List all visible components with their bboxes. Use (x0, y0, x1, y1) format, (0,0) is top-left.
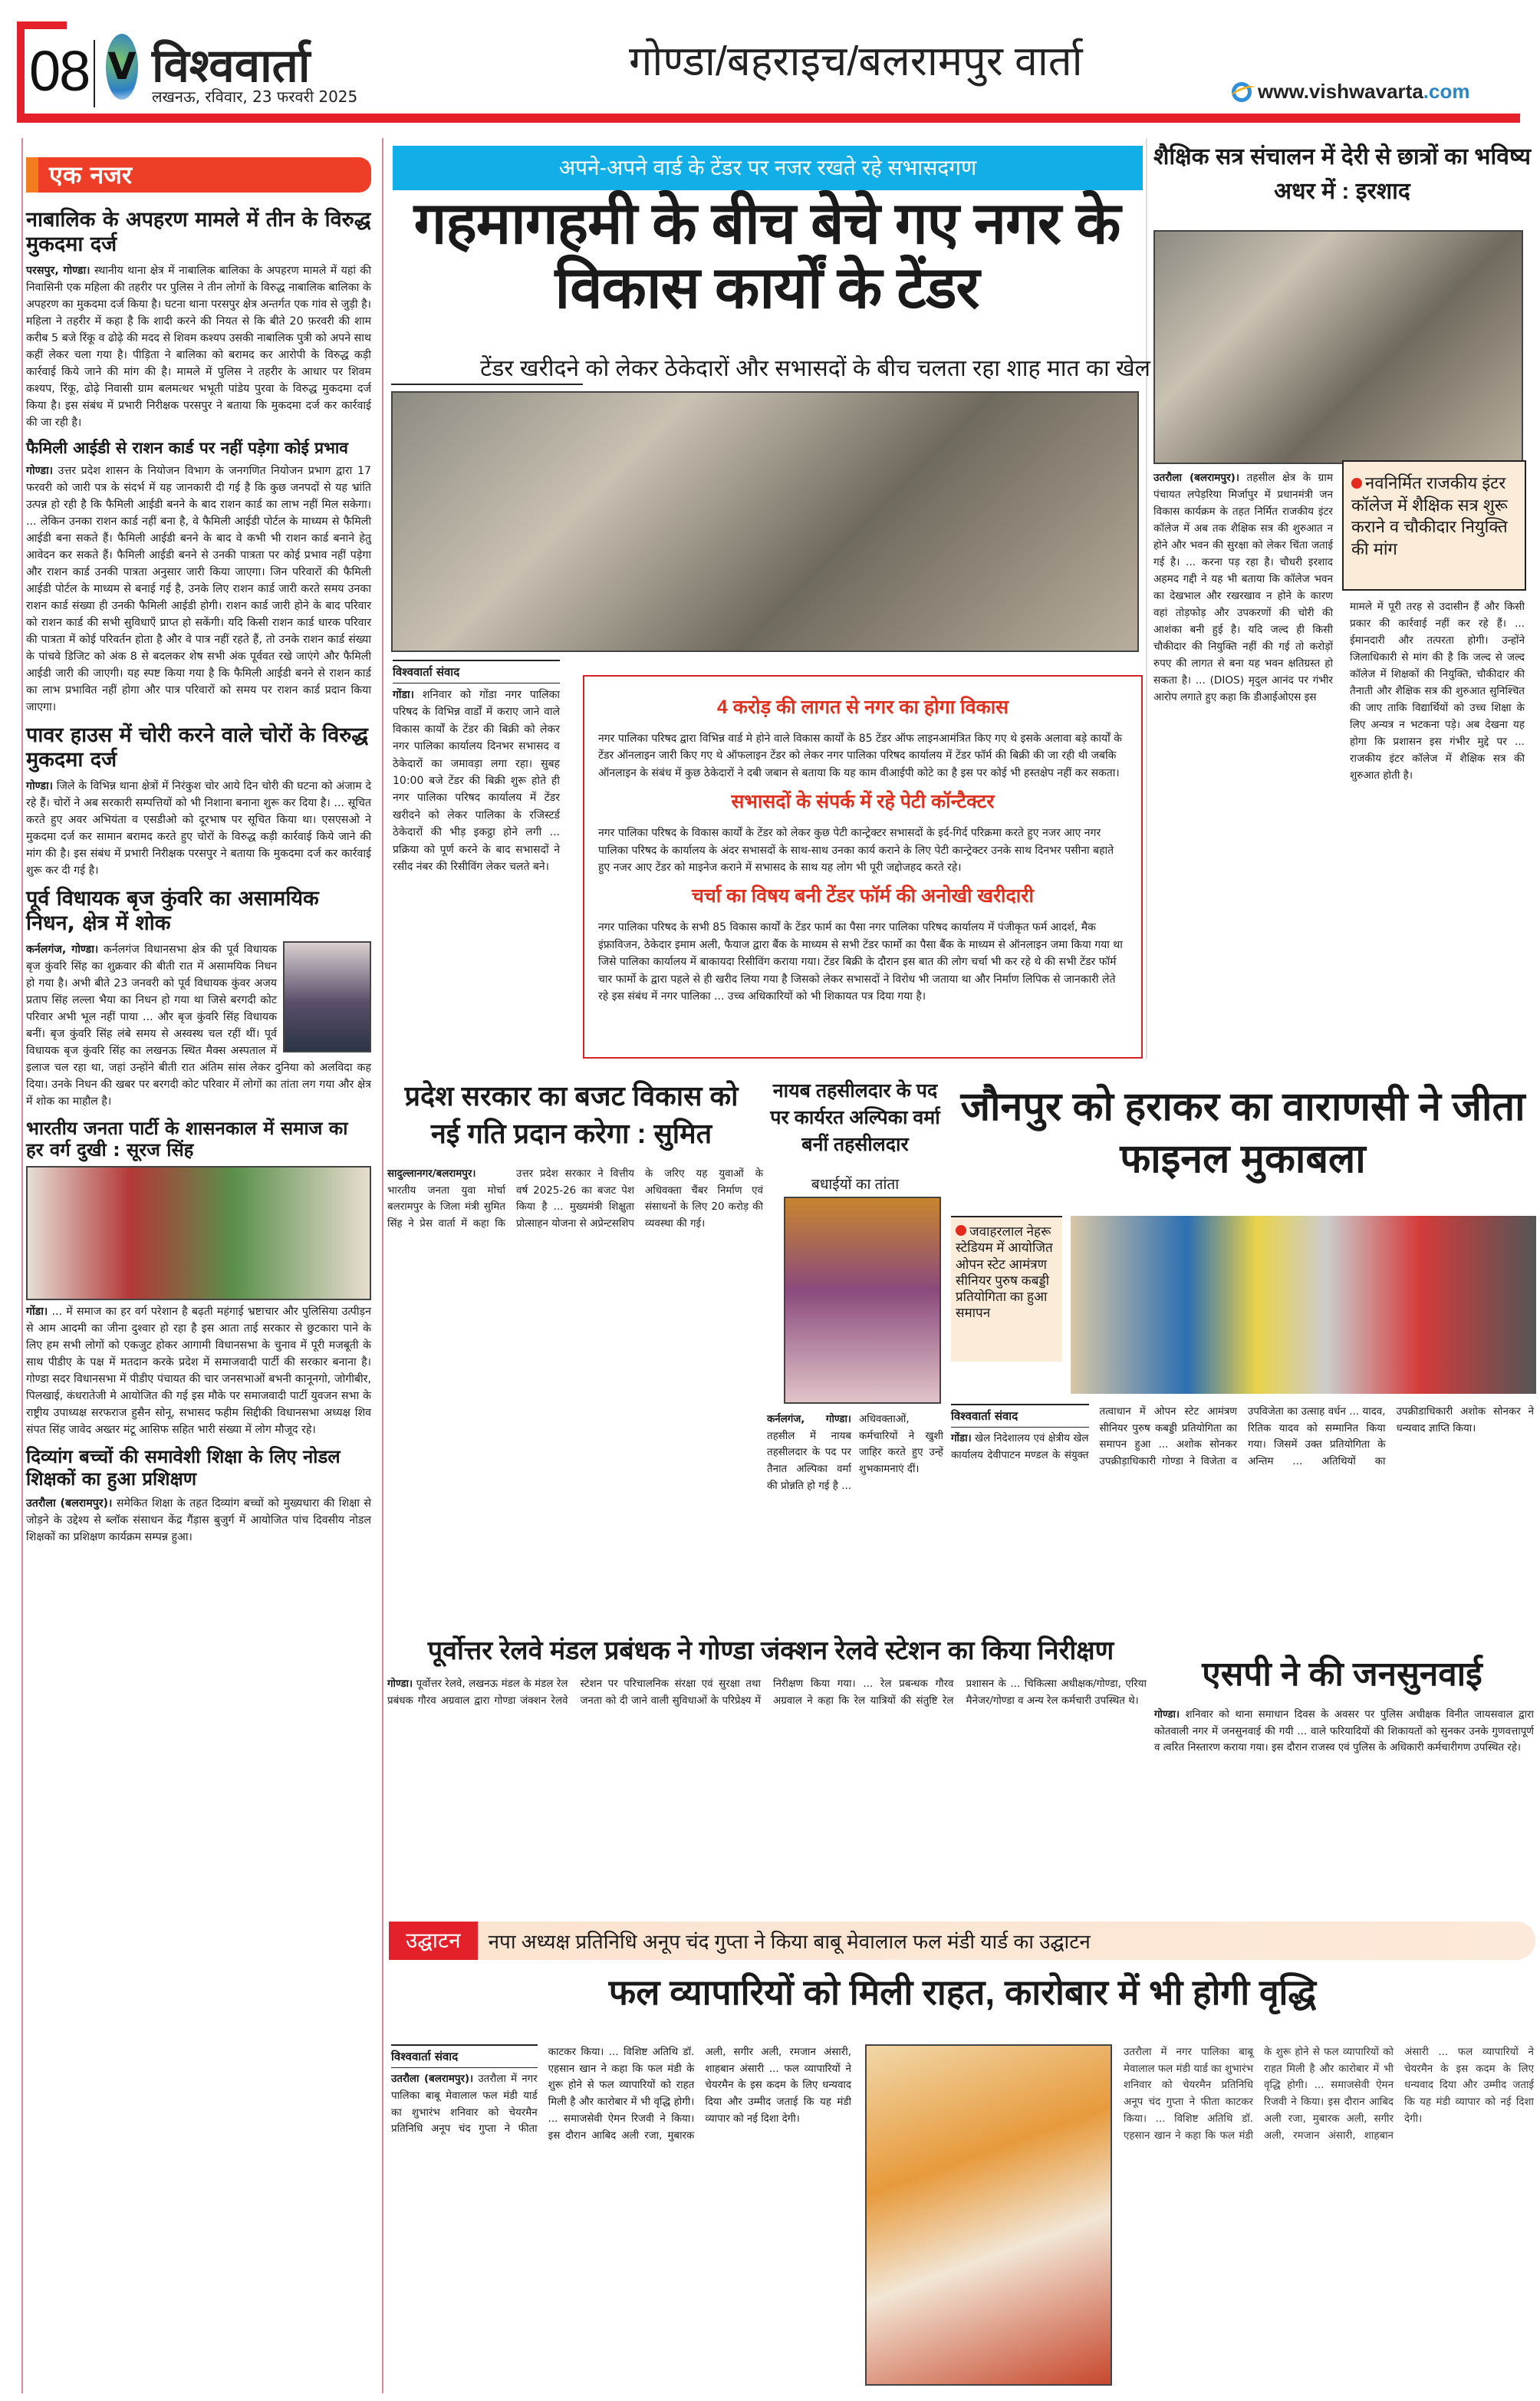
story-body: उत्तर प्रदेश शासन के नियोजन विभाग के जनगणित नियोजन प्रभाग द्वारा 17 फरवरी को जारी पत्र के संदर्भ में यह जानकारी दी गई है कि कुछ जनपदों से यह भ्रांति उत्पन्न हो रही है कि फैमिली आईडी बनने के बाद राशन कार्ड का लाभ नहीं मिल सकेगा। ... लेकिन उनका राशन कार्ड नहीं बना है, वे फैमिली आईडी पोर्टल के माध्यम से फैमिली आईडी बना सकते हैं। फैमिली आईडी बनने के बाद वे कभी भी राशन कार्ड बनाने हेतु आवेदन कर सकते हैं। फैमिली आईडी बनने से उनकी पात्रता पर कोई प्रभाव नहीं पड़ेगा और राशन कार्ड उनकी पात्रता अनुसार जारी किया जाएगा। जिन परिवारों की फैमिली आईडी पोर्टल के माध्यम से बनाई गई है, उनके लिए राशन कार्ड जारी करते समय उनका राशन कार्ड संख्या ही उनकी फैमिली आईडी होगी। राशन कार्ड जारी होने के बाद परिवार को राशन कार्ड की सभी सुविधाएँ प्राप्त हो सकेंगी। यदि किसी राशन कार्ड धारक परिवार की पात्रता में कोई परिवर्तन होता है और वे पात्र नहीं रहते हैं, तो उनके राशन कार्ड संख्या के पांचवे डिजिट को अंक 8 से बदलकर शेष सभी अंक पूर्ववत रखे जाएंगे और फैमिली आईडी जारी की जाएगी। यह स्पष्ट किया गया है कि फैमिली आईडी बनने से राशन कार्ड का लाभ प्रभावित नहीं होगा और पात्र परिवारों को समय पर राशन कार्ड प्रदान किया जाएगा। (26, 464, 371, 713)
college-story-headline: शैक्षिक सत्र संचालन में देरी से छात्रों का भविष्य अधर में : इरशाद (1153, 144, 1532, 204)
story-nodal-teacher-training (26, 1446, 371, 1546)
tender-office-photos (391, 391, 1139, 652)
lead-rule (391, 384, 583, 385)
fruit-market-dateline: उतरौला (बलरामपुर)। (391, 2073, 474, 2086)
story-headline: भारतीय जनता पार्टी के शासनकाल में समाज का हर वर्ग दुखी : सूरज सिंह (26, 1117, 348, 1161)
railway-body-text: पूर्वोत्तर रेलवे, लखनऊ मंडल के मंडल रेल प्रबंधक गौरव अग्रवाल द्वारा गोण्डा जंक्शन रेलवे स्टेशन पर परिचालनिक संरक्षा एवं सुरक्षा तथा जनता को दी जाने वाली सुविधाओं के परिप्रेक्ष्य में निरीक्षण किया गया। ... रेल प्रबन्धक गौरव अग्रवाल ने कहा कि रेल यात्रियों की संतुष्टि रेल प्रशासन के ... चिकित्सा अधीक्षक/गोण्डा, एरिया मैनेजर/गोण्डा व अन्य रेल कर्मचारी उपस्थित थे। (387, 1678, 1147, 1707)
kabaddi-story-body (951, 1404, 1534, 1619)
railway-story-body (387, 1676, 1147, 1906)
tender-sidebar-box (583, 675, 1143, 1059)
story-headline: दिव्यांग बच्चों की समावेशी शिक्षा के लिए नोडल शिक्षकों का हुआ प्रशिक्षण (26, 1446, 341, 1490)
lead-subheadline: टेंडर खरीदने को लेकर ठेकेदारों और सभासदों के बीच चलता रहा शाह मात का खेल (480, 356, 1150, 381)
story-headline: पूर्व विधायक बृज कुंवरि का असामयिक निधन, क्षेत्र में शोक (26, 886, 319, 936)
box-heading-cost: 4 करोड़ की लागत से नगर का होगा विकास (716, 697, 1009, 718)
masthead-divider (94, 40, 95, 107)
story-family-id (26, 439, 371, 716)
kabaddi-highlight-box (951, 1216, 1062, 1362)
story-bjp-rule-criticism (26, 1118, 371, 1439)
sp-hearing-body (1154, 1707, 1534, 1906)
obituary-photo (283, 941, 371, 1052)
story-dateline: गोण्डा। (26, 464, 54, 477)
college-highlight-text: नवनिर्मित राजकीय इंटर कॉलेज में शैक्षिक सत्र शुरू कराने व चौकीदार नियुक्ति की मांग (1351, 473, 1508, 558)
sp-hearing-headline: एसपी ने की जनसुनवाई (1202, 1655, 1482, 1693)
kabaddi-byline: विश्ववार्ता संवाद (951, 1404, 1089, 1428)
story-body: कर्नलगंज विधानसभा क्षेत्र की पूर्व विधायक बृज कुंवरि सिंह का शुक्रवार की बीती रात में असामयिक निधन हो गया है। अभी बीते 23 जनवरी को पूर्व विधायक कुंवर अजय प्रताप सिंह लल्ला भैया का निधन हो गया था जिसे बरगदी कोट परिवार अभी भूल नहीं पाया ... और बृज कुंवरि सिंह विधायक बनीं। बृज कुंवरि सिंह लंबे समय से अस्वस्थ चल रहीं थीं। पूर्व विधायक बृज कुंवरि सिंह का लखनऊ स्थित मैक्स अस्पताल में इलाज चल रहा था, जहां उन्होंने बीती रात अंतिम सांस लेकर दुनिया को अलविदा कह दिया। उनके निधन की खबर पर बरगदी कोट परिवार में लोगों का तांता लग गया और क्षेत्र में शोक का माहौल है। (26, 943, 371, 1108)
bullet-dot-icon (1351, 478, 1362, 489)
tehsildar-story-headline: नायब तहसीलदार के पद पर कार्यरत अल्पिका वर्मा बनीं तहसीलदार (770, 1080, 940, 1155)
story-body: समेकित शिक्षा के तहत दिव्यांग बच्चों को मुख्यधारा की शिक्षा से जोड़ने के उद्देश्य से ब्लॉक संसाधन केंद्र गैंड़ास बुजुर्ग में आयोजित पांच दिवसीय नोडल शिक्षकों का प्रशिक्षण कार्यक्रम सम्पन्न हुआ। (26, 1497, 371, 1543)
lead-kicker: अपने-अपने वार्ड के टेंडर पर नजर रखते रहे सभासदगण (393, 146, 1143, 190)
story-body: जिले के विभिन्न थाना क्षेत्रों में निरंकुश चोर आये दिन चोरी की घटना को अंजाम दे रहे हैं। चोरों ने अब सरकारी सम्पत्तियों को भी निशाना बनाना शुरू कर दिया है। ... सूचित करते हुए अवर अभियंता व एसडीओ को दूरभाष पर सूचित किया था। एसएसओ ने मुकदमा दर्ज कर सामान बरामद करते हुए चोरों के विरुद्ध कड़ी कार्रवाई किये जाने की मांग की है। इस संबंध में प्रभारी निरीक्षक परसपुर ने बताया कि मुकदमा दर्ज कर कार्रवाई शुरू कर दी गई है। (26, 779, 371, 877)
box-body-contractors: नगर पालिका परिषद के विकास कार्यों के टेंडर को लेकर कुछ पेटी कान्ट्रेक्टर सभासदों के इर्द-गिर्द परिक्रमा करते हुए नजर आए नगर पालिका परिषद के कार्यालय के अंदर सभासदों के साथ-साथ उनका कार्य कराने के लिए पेटी कान्ट्रेक्टर उनके साथ दिनभर पसीना बहाते हुए नजर आए टेंडर को माइनेज कराने में सभासद के साथ यह लोग भी पूरी जद्दोजहद करते रहे। (598, 827, 1114, 874)
kabaddi-story-headline: जौनपुर को हराकर का वाराणसी ने जीता फाइनल मुकाबला (960, 1085, 1525, 1181)
inauguration-kicker: नपा अध्यक्ष प्रतिनिधि अनूप चंद गुप्ता ने किया बाबू मेवालाल फल मंडी यार्ड का उद्घाटन (488, 1930, 1091, 1953)
column-rule-1 (382, 138, 383, 2393)
lead-body-column (393, 660, 560, 875)
story-headline: पावर हाउस में चोरी करने वाले चोरों के विरुद्ध मुकदमा दर्ज (26, 723, 368, 772)
story-dateline: कर्नलगंज, गोण्डा। (26, 943, 99, 956)
budget-dateline: सादुल्लानगर/बलरामपुर। (387, 1168, 476, 1180)
inauguration-banner (389, 1922, 1535, 1960)
lead-byline: विश्ववार्ता संवाद (393, 660, 560, 683)
story-dateline: उतरौला (बलरामपुर)। (26, 1497, 113, 1510)
inauguration-tag: उद्घाटन (389, 1922, 478, 1960)
masthead-dateline: लखनऊ, रविवार, 23 फरवरी 2025 (152, 87, 358, 106)
box-heading-contractors: सभासदों के संपर्क में रहे पेटी कॉन्टैक्टर (731, 791, 995, 813)
website-link[interactable] (1232, 80, 1469, 104)
meeting-photo (26, 1166, 371, 1300)
college-story-body-1 (1153, 469, 1333, 706)
story-dateline: गोण्डा। (26, 779, 54, 792)
story-kidnapping (26, 208, 371, 431)
edition-title: गोण्डा/बहराइच/बलरामपुर वार्ता (629, 38, 1083, 84)
college-highlight-box (1342, 460, 1526, 591)
story-headline: फैमिली आईडी से राशन कार्ड पर नहीं पड़ेगा कोई प्रभाव (26, 438, 348, 457)
ribbon-cutting-photo (865, 2044, 1112, 2386)
globe-logo-icon: V (106, 34, 138, 100)
kabaddi-dateline: गोंडा। (951, 1433, 972, 1445)
section-label-ek-nazar: एक नजर (26, 157, 371, 193)
lead-dateline: गोंडा। (393, 689, 414, 701)
tehsildar-story-body (767, 1411, 943, 1619)
left-margin-rule (21, 138, 23, 2393)
box-heading-purchase: चर्चा का विषय बनी टेंडर फॉर्म की अनोखी खरीदारी (692, 885, 1034, 907)
story-body: ... में समाज का हर वर्ग परेशान है बढ़ती महंगाई भ्रष्टाचार और पुलिसिया उत्पीड़न से आम आदमी का जीना दुश्वार हो रहा है इस आता ताई सरकार से छुटकारा पाने के लिए हम सभी लोगों को एकजुट होकर आगामी विधानसभा के चुनाव में पूरी मजबूती के साथ पीडीए के पक्ष में मतदान करके प्रदेश में समाजवादी पार्टी की सरकार बनाना है। गोण्डा सदर विधानसभा में पीडीए पंचायत की चार जनसभाओं बभनी कानूनगो, जोगीबीर, पिलखाई, कंधरातेजी मे आयोजित की गई इस मौके पर समाजवादी पार्टी युवजन सभा के राष्ट्रीय उपाध्यक्ष सरफराज हुसैन सोनू, सभासद फहीम सिद्दीकी विधानसभा अध्यक्ष शिव संपत सिंह जावेद अख्तर मंटू आसिफ सहित भारी संख्या में लोग मौजूद रहे। (26, 1306, 372, 1437)
kabaddi-body-text: खेल निदेशालय एवं क्षेत्रीय खेल कार्यालय देवीपाटन मण्डल के संयुक्त तत्वाधान में ओपन स्टेट आमंत्रण सीनियर पुरुष कबड्डी प्रतियोगिता का समापन हुआ ... अशोक सोनकर उपक्रीड़ाधिकारी गोण्डा ने विजेता व उपविजेता का उत्साह वर्धन ... यादव, रितिक यादव को सम्मानित किया गया। जिसमें उक्त प्रतियोगिता के अन्तिम ... अतिथियों का उपक्रीडाधिकारी अशोक सोनकर ने धन्यवाद ज्ञाप्ति किया। (951, 1406, 1534, 1468)
ek-nazar-column (26, 157, 371, 1546)
college-story-body-2: मामले में पूरी तरह से उदासीन हैं और किसी प्रकार की कार्रवाई नहीं कर रहे हैं। ... ईमानदारी और तत्परता होगी। उन्होंने जिलाधिकारी से मांग की है कि जल्द से जल्द कॉलेज में शिक्षकों की नियुक्ति, चौकीदार की तैनाती और शैक्षिक सत्र की शुरुआत सुनिश्चित की जाए ताकि विद्यार्थियों को उच्च शिक्षा के लिए अन्यत्र न भटकना पड़े। अब देखना यह होगा कि प्रशासन इस गंभीर मुद्दे पर ... राजकीय इंटर कॉलेज में शैक्षिक सत्र की शुरुआत होती है। (1350, 601, 1525, 782)
story-dateline: गोंडा। (26, 1306, 48, 1319)
story-dateline: परसपुर, गोण्डा। (26, 264, 90, 277)
lead-body-text: शनिवार को गोंडा नगर पालिका परिषद के विभिन्न वार्डों में कराए जाने वाले विकास कार्यों के टेंडर की बिक्री को लेकर नगर पालिका कार्यालय दिनभर सभासद व ठेकेदारों का जमावड़ा लगा रहा। सुबह 10:00 बजे टेंडर की बिक्री शुरू होते ही नगर पालिका परिषद कार्यालय में टेंडर खरीदने को लेकर पालिका के रजिस्टर्ड ठेकेदारों की भीड़ इकट्ठा होने लगी ... प्रक्रिया को पूर्ण करने के बाद सभासदों ने रसीद नंबर की रिसीविंग लेकर चलते बने। (393, 689, 561, 873)
fruit-market-body-text: उतरौला में नगर पालिका बाबू मेवालाल फल मंडी यार्ड का शुभारंभ शनिवार को चेयरमैन प्रतिनिधि अनूप चंद गुप्ता ने फीता काटकर किया। ... विशिष्ट अतिथि डॉ. एहसान खान ने कहा कि फल मंडी के शुरू होने से फल व्यापारियों को राहत मिली है और कारोबार में भी वृद्धि होगी। ... समाजसेवी ऐमन रिजवी ने किया। इस दौरान आबिद अली रजा, मुबारक अली, सगीर अली, रमजान अंसारी, शाहबान अंसारी ... फल व्यापारियों ने चेयरमैन के इस कदम के लिए धन्यवाद दिया और उम्मीद जताई कि यह मंडी व्यापार को नई दिशा देगी। (391, 2047, 851, 2142)
fruit-market-body (391, 2044, 851, 2386)
newspaper-brand: विश्ववार्ता (152, 40, 311, 91)
box-body-purchase: नगर पालिका परिषद के सभी 85 विकास कार्यों के टेंडर फार्म का पैसा नगर पालिका परिषद कार्यालय में पंजीकृत फर्म आदर्श, मैक इंफ्राविजन, ठेकेदार इमाम अली, फैयाज द्वारा बैंक के माध्यम से सभी टेंडर फार्मो का पैसा बैंक के माध्यम से ऑनलाइन जमा किया गया था जिसे पालिका कार्यालय में बाकायदा रिसीविंग कराया गया। टेंडर बिक्री के दौरान इस बात की लोग चर्चा भी कर रहे थे की सभी टेंडर फॉर्म चार फार्मो के द्वारा पहले से ही खरीद लिया गया है जिसको लेकर सभासदों ने विरोध भी जताया था और निर्माण लिपिक से जानकारी लेते रहे इस संबंध में नगर पालिका ... उच्च अधिकारियों को भी शिकायत पत्र दिया गया है। (598, 921, 1123, 1003)
box-body-cost: नगर पालिका परिषद द्वारा विभिन्न वार्ड मे होने वाले विकास कार्यों के 85 टेंडर ऑफ लाइनआमंत्रित किए गए थे इसके अलावा बड़े कार्यों के टेंडर ऑनलाइन जारी किए गए थे ऑफलाइन टेंडर को लेकर नगर पालिका परिषद कार्यालय में टेंडर फॉर्म की बिक्री की जा रही थी जबकि ऑनलाइन के संबंध में कुछ ठेकेदारों ने दबी जबान से बताया कि यह काम वीआईपी कोटे का है इस पर कोई भी हस्तक्षेप नहीं कर सकता। (598, 733, 1122, 779)
story-headline: नाबालिक के अपहरण मामले में तीन के विरुद्ध मुकदमा दर्ज (26, 208, 371, 257)
story-power-house-theft (26, 723, 371, 879)
tehsildar-portrait (784, 1197, 941, 1404)
tehsildar-body-text: तहसील में नायब तहसीलदार के पद पर तैनात अल्पिका वर्मा की प्रोन्नति हो गई है ... अधिवक्ताओं, कर्मचारियों ने खुशी जाहिर करते हुए उन्हें शुभकामनाएं दीं। (767, 1414, 943, 1492)
sp-dateline: गोण्डा। (1154, 1709, 1180, 1721)
kabaddi-team-photo (1071, 1216, 1536, 1394)
fruit-market-headline: फल व्यापारियों को मिली राहत, कारोबार में भी होगी वृद्धि (608, 1972, 1317, 2012)
budget-body-text: भारतीय जनता युवा मोर्चा बलरामपुर के जिला मंत्री सुमित सिंह ने प्रेस वार्ता में कहा कि उत्तर प्रदेश सरकार ने वित्तीय वर्ष 2025-26 का बजट पेश किया है ... मुख्यमंत्री शिक्षुता प्रोत्साहन योजना से अप्रेन्टसशिप के जरिए यह युवाओं के अधिवक्ता चैंबर निर्माण एवं संसाधनों के लिए 20 करोड़ की व्यवस्था की गई। (387, 1168, 763, 1230)
bullet-dot-icon (956, 1225, 966, 1236)
masthead-rule (17, 114, 1520, 123)
story-former-mla-obituary (26, 887, 371, 1110)
railway-dateline: गोण्डा। (387, 1678, 413, 1690)
fruit-market-byline: विश्ववार्ता संवाद (391, 2044, 538, 2068)
page-number: 08 (29, 39, 90, 103)
college-inspection-photo (1153, 230, 1523, 464)
college-dateline: उतरौला (बलरामपुर)। (1153, 472, 1239, 484)
budget-story-body (387, 1166, 763, 1619)
kabaddi-highlight-text: जवाहरलाल नेहरू स्टेडियम में आयोजित ओपन स्टेट आमंत्रण सीनियर पुरुष कबड्डी प्रतियोगिता का हुआ समापन (956, 1224, 1053, 1321)
tehsildar-subheadline: बधाईयों का तांता (811, 1177, 900, 1193)
sp-body-text: शनिवार को थाना समाधान दिवस के अवसर पर पुलिस अधीक्षक विनीत जायसवाल द्वारा कोतवाली नगर में जनसुनवाई की गयी ... वाले फरियादियों की शिकायतों को सुनकर उनके गुणवत्तापूर्ण व त्वरित निस्तारण कराया गया। इस दौरान राजस्व एवं पुलिस के अधिकारी कर्मचारीगण उपस्थित रहे। (1154, 1709, 1534, 1754)
fruit-market-body-cont: उतरौला में नगर पालिका बाबू मेवालाल फल मंडी यार्ड का शुभारंभ शनिवार को चेयरमैन प्रतिनिधि अनूप चंद गुप्ता ने फीता काटकर किया। ... विशिष्ट अतिथि डॉ. एहसान खान ने कहा कि फल मंडी के शुरू होने से फल व्यापारियों को राहत मिली है और कारोबार में भी वृद्धि होगी। ... समाजसेवी ऐमन रिजवी ने किया। इस दौरान आबिद अली रजा, मुबारक अली, सगीर अली, रमजान अंसारी, शाहबान अंसारी ... फल व्यापारियों ने चेयरमैन के इस कदम के लिए धन्यवाद दिया और उम्मीद जताई कि यह मंडी व्यापार को नई दिशा देगी। (1124, 2047, 1534, 2142)
browser-e-icon (1232, 82, 1252, 102)
website-suffix: .com (1423, 80, 1470, 103)
website-prefix: www.vishwavarta (1258, 80, 1423, 103)
lead-headline: गहमागहमी के बीच बेचे गए नगर के विकास कार्यों के टेंडर (413, 191, 1120, 321)
tehsildar-dateline: कर्नलगंज, गोण्डा। (767, 1414, 851, 1425)
railway-story-headline: पूर्वोत्तर रेलवे मंडल प्रबंधक ने गोण्डा जंक्शन रेलवे स्टेशन का किया निरीक्षण (427, 1636, 1114, 1665)
budget-story-headline: प्रदेश सरकार का बजट विकास को नई गति प्रदान करेगा : सुमित (404, 1080, 739, 1149)
story-body: स्थानीय थाना क्षेत्र में नाबालिक बालिका के अपहरण मामले में यहां की निवासिनी एक महिला की तहरीर पर पुलिस ने तीन लोगों के विरुद्ध नाबालिक बालिका के अपहरण का मुकदमा दर्ज किया है। घटना थाना परसपुर क्षेत्र अन्तर्गत एक गांव से जुड़ी है। महिला ने तहरीर में कहा है कि शादी करने की नियत से कि बीते 20 फ़रवरी की शाम करीब 5 बजे रिंकू व ढोढ़े की मदद से शिवम कश्यप उसकी नाबालिक पुत्री को अपने साथ कहीं लेकर चला गया है। पीड़िता ने बालिका को बरामद कर आरोपी के विरुद्ध कड़ी कार्रवाई किये जाने की मांग की है। मामले में पुलिस ने तहरीर के आधार पर शिवम कश्यप, रिंकू, ढोढ़े निवासी ग्राम बलमत्थर भभूती पांडेय पुरवा के विरुद्ध मुकदमा दर्ज किया है। इस संबंध में प्रभारी निरीक्षक परसपुर ने बताया कि मुकदमा दर्ज कर कार्रवाई की जा रही है। (26, 264, 371, 429)
college-body-text-1: तहसील क्षेत्र के ग्राम पंचायत लपेड़रिया मिर्जापुर में प्रधानमंत्री जन विकास कार्यक्रम के तहत निर्मित राजकीय इंटर कॉलेज में अब तक शैक्षिक सत्र की शुरुआत न होने और भवन की सुरक्षा को लेकर चिंता जताई गई है। ... करना पड़ रहा है। चौधरी इरशाद अहमद गद्दी ने यह भी बताया कि कॉलेज भवन का देखभाल और रखरखाव न होने के कारण वहां तोड़फोड़ और उपकरणों की चोरी की आशंका बनी हुई है। यदि जल्द ही किसी चौकीदार की नियुक्ति नहीं की गई तो करोड़ों रुपए की लागत से बना यह भवन क्षतिग्रस्त हो सकता है। ... (DIOS) मृदुल आनंद पर गंभीर आरोप लगाते हुए कहा कि डीआईओएस इस (1153, 472, 1333, 704)
